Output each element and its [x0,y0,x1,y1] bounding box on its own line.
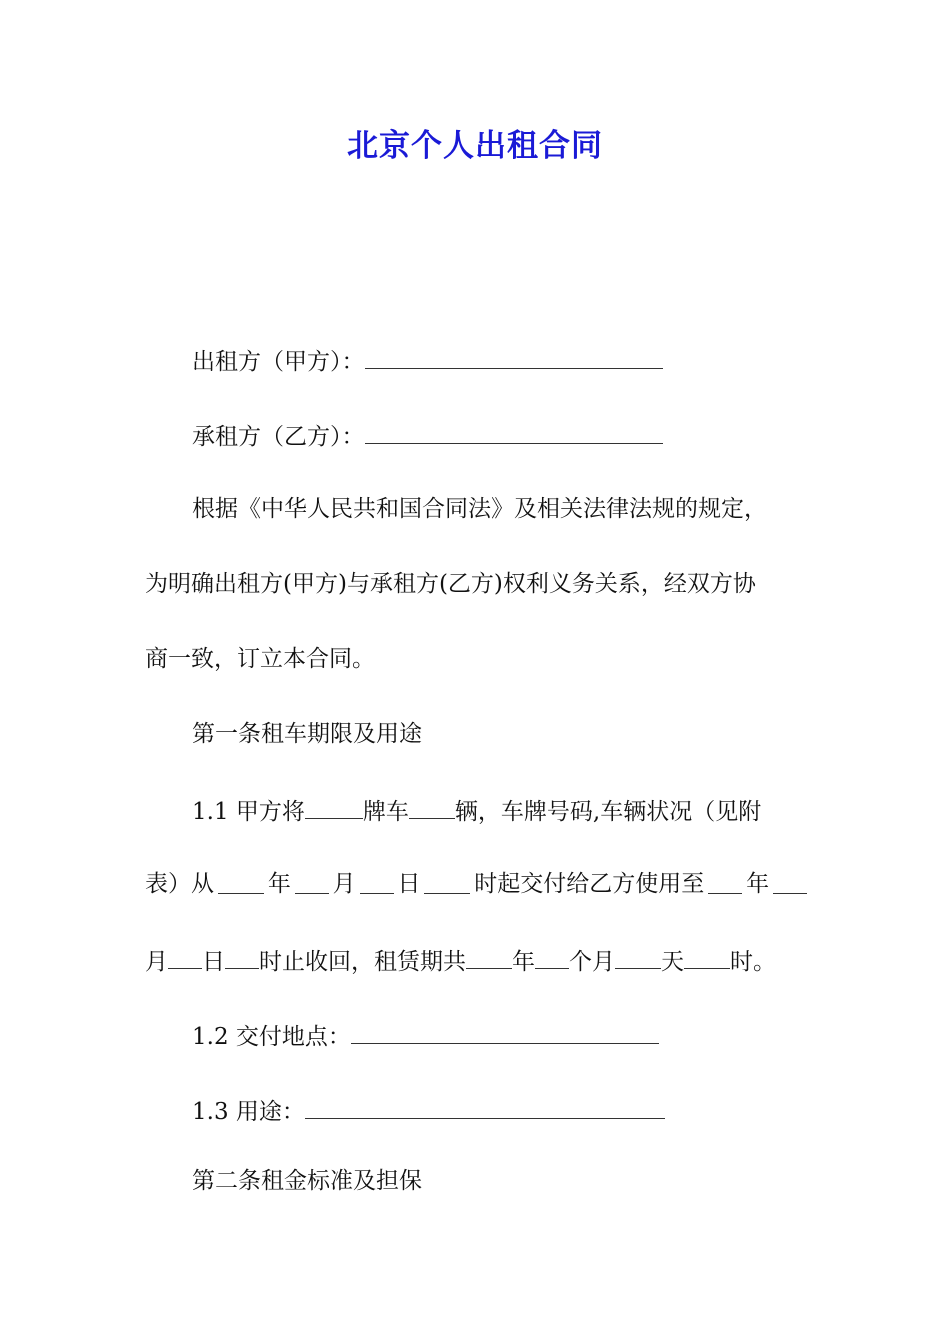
clause-1-1-line-3 [145,948,776,974]
article-2-heading: 第二条租金标准及担保 [192,1168,422,1194]
start-month-blank [295,873,329,894]
clause-1-1-line-2 [145,873,807,896]
clause-text: 时起交付给乙方使用至 [474,871,705,897]
term-year-blank [466,948,512,969]
lessee-label: 承租方（乙方）： [192,424,365,450]
start-day-blank [360,873,394,894]
end-day-blank [225,948,259,969]
clause-text: 辆，车牌号码,车辆状况（见附 [454,799,762,825]
intro-line-1: 根据《中华人民共和国合同法》及相关法律法规的规定， [192,496,767,522]
delivery-location-blank [351,1023,659,1044]
clause-text: 表）从 [145,871,214,897]
clause-1-2-line [192,1023,659,1049]
clause-text: 时。 [730,949,776,975]
clause-text: 年 [267,871,291,897]
clause-text: 牌车 [362,799,409,825]
lessee-blank [365,423,663,444]
plate-type-blank [305,798,363,819]
clause-text: 月 [332,871,356,897]
document-title: 北京个人出租合同 [347,128,603,164]
end-month-blank-2 [168,948,202,969]
lessee-line [192,423,663,449]
clause-text: 天 [661,949,684,975]
clause-text: 日 [397,871,421,897]
purpose-label: 1.3 用途： [192,1099,305,1125]
end-month-blank [773,873,807,894]
article-1-heading: 第一条租车期限及用途 [192,721,422,747]
lessor-blank [365,348,663,369]
clause-text: 年 [746,871,770,897]
term-month-blank [535,948,569,969]
vehicle-count-blank [409,798,455,819]
delivery-location-label: 1.2 交付地点： [192,1024,351,1050]
clause-text: 个月 [569,949,615,975]
lessor-label: 出租方（甲方）： [192,349,365,375]
clause-text: 月 [145,949,168,975]
clause-text: 时止收回，租赁期共 [259,949,466,975]
clause-1-1-line-1 [192,798,761,824]
intro-line-2: 为明确出租方(甲方)与承租方(乙方)权利义务关系，经双方协 [145,571,756,597]
start-year-blank [218,873,264,894]
intro-line-3: 商一致，订立本合同。 [145,646,375,672]
clause-text: 1.1 甲方将 [192,799,305,825]
purpose-blank [305,1098,665,1119]
term-day-blank [615,948,661,969]
clause-text: 日 [202,949,225,975]
end-year-blank [708,873,742,894]
start-hour-blank [424,873,470,894]
term-hour-blank [684,948,730,969]
lessor-line [192,348,663,374]
clause-1-3-line [192,1098,665,1124]
clause-text: 年 [512,949,535,975]
